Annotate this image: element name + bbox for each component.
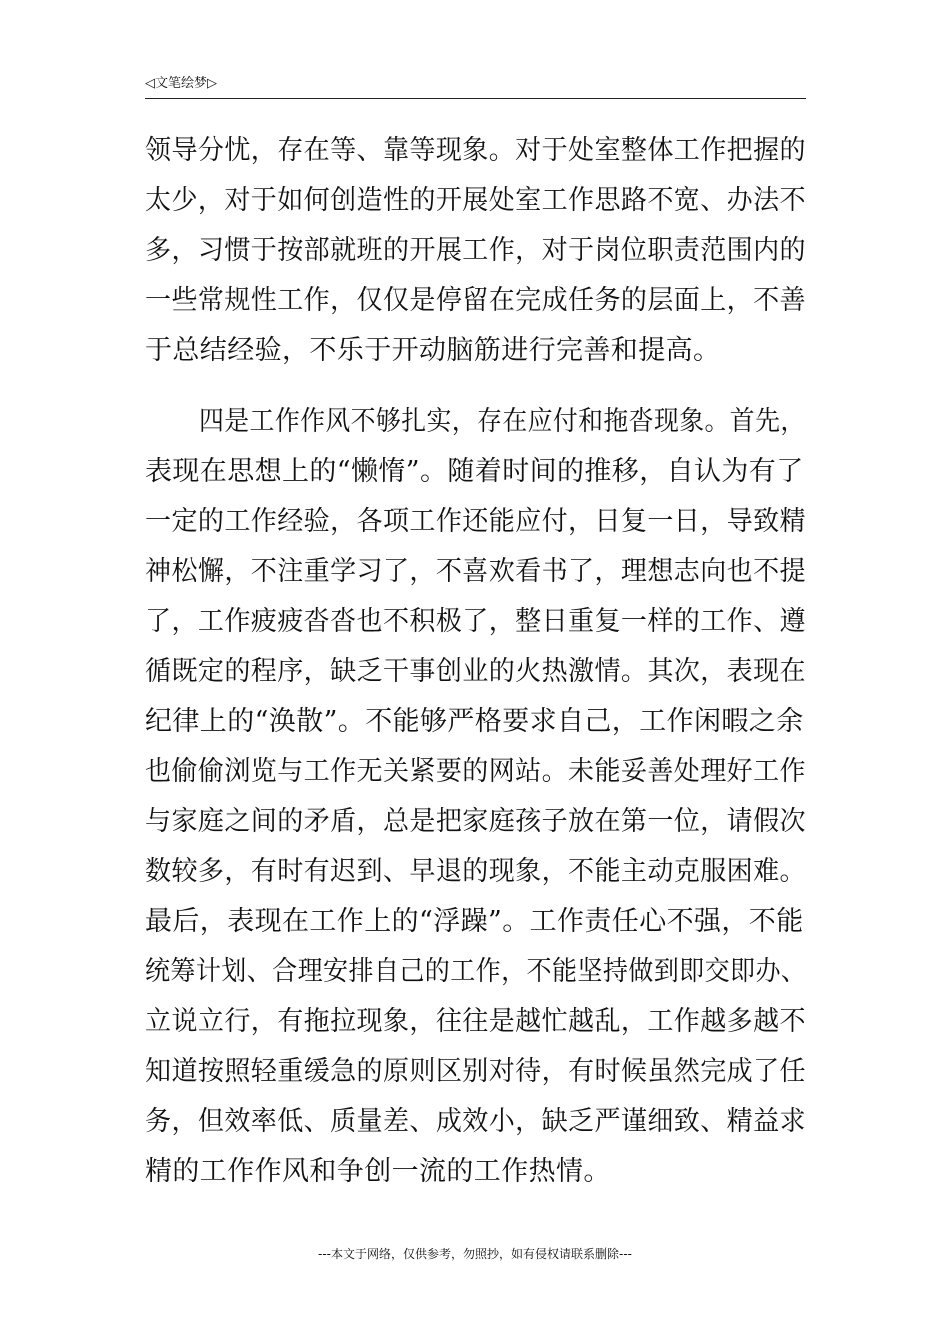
body-line: 数较多，有时有迟到、早退的现象，不能主动克服困难。 [145,856,806,887]
body-line: 最后，表现在工作上的“浮躁”。工作责任心不强，不能 [145,906,804,937]
body-line: 多，习惯于按部就班的开展工作，对于岗位职责范围内的 [145,235,806,266]
body-line: 于总结经验，不乐于开动脑筋进行完善和提高。 [145,335,721,366]
body-line: 一定的工作经验，各项工作还能应付，日复一日，导致精 [145,506,806,537]
body-line: 四是工作作风不够扎实，存在应付和拖沓现象。首先， [199,406,806,437]
body-line: 循既定的程序，缺乏干事创业的火热激情。其次，表现在 [145,656,806,687]
body-line: 了，工作疲疲沓沓也不积极了，整日重复一样的工作、遵 [145,606,806,637]
page-footer-disclaimer: ---本文于网络，仅供参考，勿照抄，如有侵权请联系删除--- [318,1247,632,1261]
body-line: 领导分忧，存在等、靠等现象。对于处室整体工作把握的 [145,135,806,166]
body-line: 务，但效率低、质量差、成效小，缺乏严谨细致、精益求 [145,1106,806,1137]
page-header [145,74,806,99]
body-line: 表现在思想上的“懒惰”。随着时间的推移，自认为有了 [145,456,804,487]
body-line: 与家庭之间的矛盾，总是把家庭孩子放在第一位，请假次 [145,806,806,837]
body-line: 精的工作作风和争创一流的工作热情。 [145,1156,611,1187]
body-line: 知道按照轻重缓急的原则区别对待，有时候虽然完成了任 [145,1056,806,1087]
body-line: 一些常规性工作，仅仅是停留在完成任务的层面上，不善 [145,285,806,316]
body-line: 也偷偷浏览与工作无关紧要的网站。未能妥善处理好工作 [145,756,806,787]
body-line: 纪律上的“涣散”。不能够严格要求自己，工作闲暇之余 [145,706,804,737]
body-line: 太少，对于如何创造性的开展处室工作思路不宽、办法不 [145,185,806,216]
body-line: 统筹计划、合理安排自己的工作，不能坚持做到即交即办、 [145,956,807,987]
body-line: 立说立行，有拖拉现象，往往是越忙越乱，工作越多越不 [145,1006,806,1037]
header-title: ◁文笔绘梦▷ [145,76,217,91]
body-line: 神松懈，不注重学习了，不喜欢看书了，理想志向也不提 [145,556,806,587]
